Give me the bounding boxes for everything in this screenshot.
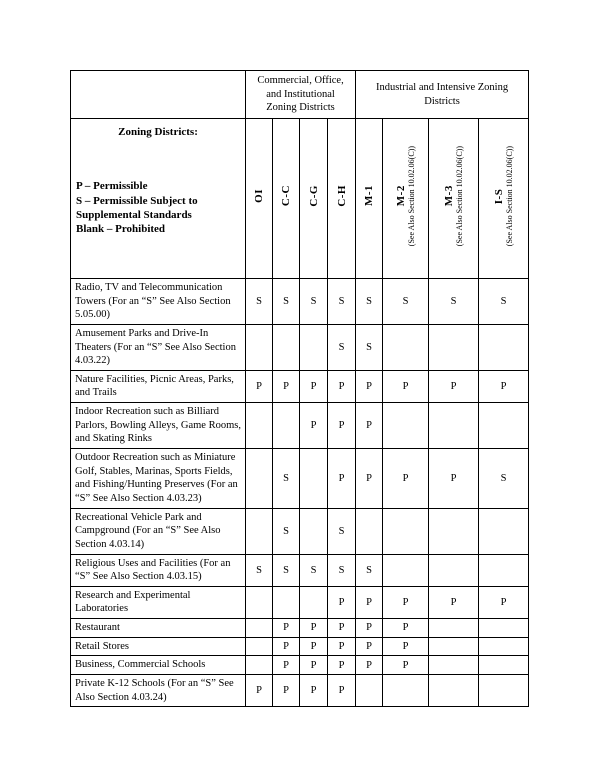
table-row (71, 656, 529, 675)
cell-m1: P (356, 370, 383, 402)
column-header-is (479, 119, 529, 279)
district-code: I-S (493, 188, 506, 204)
cell-m1 (356, 675, 383, 707)
cell-m2: P (383, 370, 429, 402)
table-row (71, 675, 529, 707)
cell-cg (300, 508, 328, 554)
district-note: (See Also Section 10.02.06(C)) (407, 145, 417, 247)
column-header-cc (273, 119, 300, 279)
cell-ch: P (328, 449, 356, 509)
cell-cc (273, 586, 300, 618)
cell-m3 (429, 637, 479, 656)
table-row (71, 370, 529, 402)
cell-cg: P (300, 619, 328, 638)
cell-is (479, 554, 529, 586)
rotated-header-text (336, 185, 348, 207)
use-label: Outdoor Recreation such as Miniature Golf, Stables, Marinas, Sports Fields, and Fishing/Hunting Preserves (For an “S” See Also Section 4.03.23) (71, 449, 246, 509)
cell-cc: P (273, 370, 300, 402)
cell-oi: S (246, 554, 273, 586)
district-note: (See Also Section 10.02.06(C)) (455, 145, 465, 247)
cell-oi: S (246, 279, 273, 325)
cell-is: P (479, 586, 529, 618)
rotated-header-text (395, 146, 416, 246)
cell-cc: S (273, 508, 300, 554)
table-row (71, 586, 529, 618)
cell-m3 (429, 675, 479, 707)
column-header-ch (328, 119, 356, 279)
cell-is (479, 324, 529, 370)
cell-m3 (429, 324, 479, 370)
cell-cc (273, 324, 300, 370)
cell-m3 (429, 619, 479, 638)
cell-ch: P (328, 403, 356, 449)
group-header-commercial: Commercial, Office, and Institutional Zoning Districts (246, 71, 356, 119)
cell-m2 (383, 554, 429, 586)
table-row (71, 403, 529, 449)
cell-m3 (429, 403, 479, 449)
use-label: Indoor Recreation such as Billiard Parlors, Bowling Alleys, Game Rooms, and Skating Rinks (71, 403, 246, 449)
cell-cg: P (300, 656, 328, 675)
cell-m2 (383, 508, 429, 554)
table-row (71, 324, 529, 370)
cell-m3 (429, 656, 479, 675)
cell-cg: S (300, 279, 328, 325)
use-label: Business, Commercial Schools (71, 656, 246, 675)
use-label: Amusement Parks and Drive-In Theaters (For an “S” See Also Section 4.03.22) (71, 324, 246, 370)
district-header-row (71, 119, 529, 279)
cell-m1 (356, 508, 383, 554)
cell-ch: S (328, 508, 356, 554)
cell-ch: S (328, 554, 356, 586)
cell-cg (300, 586, 328, 618)
use-label: Restaurant (71, 619, 246, 638)
legend-line-prohibited: Blank – Prohibited (76, 223, 166, 236)
district-code: M-1 (363, 185, 376, 207)
cell-m2 (383, 324, 429, 370)
cell-oi: P (246, 675, 273, 707)
cell-m3: S (429, 279, 479, 325)
use-label: Nature Facilities, Picnic Areas, Parks, and Trails (71, 370, 246, 402)
table-row (71, 637, 529, 656)
cell-m2 (383, 403, 429, 449)
legend-line-permissible: P – Permissible (76, 180, 148, 193)
cell-m1: S (356, 324, 383, 370)
cell-ch: S (328, 279, 356, 325)
cell-m3 (429, 554, 479, 586)
table-row (71, 619, 529, 638)
cell-oi (246, 449, 273, 509)
zoning-districts-table (70, 70, 529, 707)
cell-m2: P (383, 619, 429, 638)
cell-cc: S (273, 449, 300, 509)
column-header-m3 (429, 119, 479, 279)
cell-m2: P (383, 586, 429, 618)
cell-ch: P (328, 656, 356, 675)
cell-ch: S (328, 324, 356, 370)
use-label: Recreational Vehicle Park and Campground (For an “S” See Also Section 4.03.14) (71, 508, 246, 554)
table-row (71, 279, 529, 325)
cell-cg (300, 449, 328, 509)
rotated-header-text (443, 146, 464, 246)
use-label: Private K-12 Schools (For an “S” See Also Section 4.03.24) (71, 675, 246, 707)
cell-is (479, 675, 529, 707)
cell-oi: P (246, 370, 273, 402)
cell-is (479, 619, 529, 638)
cell-cc: S (273, 279, 300, 325)
cell-cc (273, 403, 300, 449)
cell-is (479, 637, 529, 656)
district-code: OI (253, 189, 265, 203)
cell-cc: P (273, 675, 300, 707)
column-header-m1 (356, 119, 383, 279)
cell-cg: P (300, 637, 328, 656)
cell-cc: S (273, 554, 300, 586)
table-row (71, 508, 529, 554)
rotated-header-text (493, 146, 514, 246)
cell-m1: S (356, 279, 383, 325)
use-label: Radio, TV and Telecommunication Towers (For an “S” See Also Section 5.05.00) (71, 279, 246, 325)
cell-m2: P (383, 656, 429, 675)
group-header-industrial: Industrial and Intensive Zoning Districts (356, 71, 529, 119)
district-code: M-3 (443, 185, 456, 207)
legend-cell (71, 119, 246, 279)
cell-m1: P (356, 449, 383, 509)
cell-cg: S (300, 554, 328, 586)
cell-m3 (429, 508, 479, 554)
use-label: Religious Uses and Facilities (For an “S” See Also Section 4.03.15) (71, 554, 246, 586)
legend-line-supplemental: S – Permissible Subject to Supplemental Standards (76, 194, 198, 221)
cell-oi (246, 324, 273, 370)
rotated-header-text (363, 185, 375, 206)
column-header-cg (300, 119, 328, 279)
district-code: C-H (335, 185, 348, 207)
cell-m2 (383, 675, 429, 707)
corner-cell (71, 71, 246, 119)
cell-m1: S (356, 554, 383, 586)
cell-is (479, 403, 529, 449)
cell-is: S (479, 279, 529, 325)
cell-cg (300, 324, 328, 370)
cell-m1: P (356, 403, 383, 449)
cell-oi (246, 656, 273, 675)
cell-cc: P (273, 656, 300, 675)
district-code: M-2 (395, 185, 408, 207)
cell-m2: P (383, 637, 429, 656)
cell-ch: P (328, 619, 356, 638)
cell-ch: P (328, 370, 356, 402)
cell-m1: P (356, 586, 383, 618)
use-label: Retail Stores (71, 637, 246, 656)
column-header-m2 (383, 119, 429, 279)
cell-m3: P (429, 449, 479, 509)
cell-m2: S (383, 279, 429, 325)
cell-oi (246, 403, 273, 449)
cell-oi (246, 508, 273, 554)
table-row (71, 554, 529, 586)
district-code: C-C (280, 185, 292, 207)
cell-m1: P (356, 619, 383, 638)
cell-cg: P (300, 675, 328, 707)
cell-is: S (479, 449, 529, 509)
cell-oi (246, 619, 273, 638)
rotated-header-text (308, 185, 320, 207)
column-header-oi (246, 119, 273, 279)
cell-ch: P (328, 586, 356, 618)
cell-m3: P (429, 370, 479, 402)
cell-oi (246, 637, 273, 656)
cell-is: P (479, 370, 529, 402)
cell-cc: P (273, 619, 300, 638)
rotated-header-text (253, 189, 265, 203)
cell-m1: P (356, 637, 383, 656)
rotated-header-text (280, 185, 292, 206)
cell-m3: P (429, 586, 479, 618)
use-label: Research and Experimental Laboratories (71, 586, 246, 618)
cell-m1: P (356, 656, 383, 675)
cell-cc: P (273, 637, 300, 656)
cell-ch: P (328, 637, 356, 656)
cell-cg: P (300, 370, 328, 402)
legend-title: Zoning Districts: (118, 126, 198, 138)
cell-is (479, 508, 529, 554)
cell-is (479, 656, 529, 675)
cell-oi (246, 586, 273, 618)
group-header-row (71, 71, 529, 119)
district-code: C-G (307, 185, 320, 207)
table-row (71, 449, 529, 509)
cell-cg: P (300, 403, 328, 449)
cell-m2: P (383, 449, 429, 509)
district-note: (See Also Section 10.02.06(C)) (505, 145, 515, 247)
cell-ch: P (328, 675, 356, 707)
